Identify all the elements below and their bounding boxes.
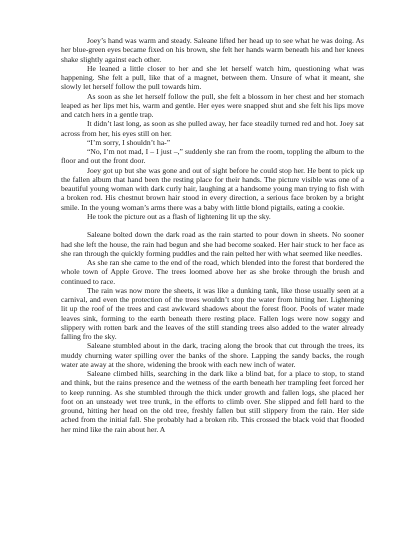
paragraph: “No, I’m not mad, I – I just –,” suddenly she ran from the room, toppling the album to the floor and out the front door. <box>61 147 364 166</box>
paragraph: “I’m sorry, I shouldn’t ha-” <box>87 137 171 147</box>
section-one <box>61 36 364 221</box>
paragraph: Joey got up but she was gone and out of sight before he could stop her. He bent to pick up the fallen album that hand been the resting place for their hands. The picture visible was one of a beautiful young woman with dark curly hair, laughing at a handsome young man trying to fish with a broken rod. His chestnut brown hair stood in every direction, a serious face broken by a bright smile. In the young woman’s arms there was a baby with little blond pigtails, eating a cookie. <box>61 165 364 212</box>
paragraph: Saleane stumbled about in the dark, tracing along the brook that cut through the trees, its muddy churning water spilling over the banks of the shore. Lapping the sandy backs, the rough water ate away at the shore, widening the brook with each new inch of water. <box>61 341 364 369</box>
section-break <box>61 221 364 230</box>
paragraph: He leaned a little closer to her and she let herself watch him, questioning what was happening. She felt a pull, like that of a magnet, between them. Unsure of what it meant, she slowly let herself follow the pull towards him. <box>61 63 364 92</box>
paragraph: He took the picture out as a flash of lightening lit up the sky. <box>87 211 271 221</box>
paragraph: The rain was now more the sheets, it was like a dunking tank, like those usually seen at a carnival, and even the protection of the trees wouldn’t stop the water from hitting her. Lightening lit up the roof of the trees and cast awkward shadows about the forest floor. Pools of water made leaves sink, forming to the earth beneath there resting place. Fallen logs were now soggy and slippery with rotten bark and the leaves of the still standing trees also added to the water already falling fro the sky. <box>61 285 364 341</box>
paragraph: Saleane climbed hills, searching in the dark like a blind bat, for a place to stop, to stand and think, but the rains presence and the wetness of the earth beneath her trampling feet forced her to keep running. As she stumbled through the thick under growth and fallen logs, she placed her foot on an unsteady wet tree trunk, in the efforts to climb over. She slipped and fell hard to the ground, hitting her head on the old tree, freshly fallen but still slippery from the rain. Her side ached from the initial fall. She probably had a broken rib. This crossed the black void that flooded her mind like the rain about her. A <box>61 369 364 434</box>
section-two <box>61 230 364 434</box>
paragraph: Joey’s hand was warm and steady. Saleane lifted her head up to see what he was doing. As her blue-green eyes became fixed on his brown, she felt her hands warm beneath his and her knees shake slightly against each other. <box>61 36 364 64</box>
paragraph: As soon as she let herself follow the pull, she felt a blossom in her chest and her stomach leaped as her lips met his, warm and gentle. Her eyes were snapped shut and she felt his lips move and catch hers in a gentle trap. <box>61 91 364 119</box>
paragraph: As she ran she came to the end of the road, which blended into the forest that bordered the whole town of Apple Grove. The trees loomed above her as she broke through the brush and continued to race. <box>61 258 364 286</box>
paragraph: It didn’t last long, as soon as she pulled away, her face steadily turned red and hot. Joey sat across from her, his eyes still on her. <box>61 119 364 138</box>
paragraph: Saleane bolted down the dark road as the rain started to pour down in sheets. No sooner had she left the house, the rain had begun and she had become soaked. Her hair stuck to her face as she ran through the quickly forming puddles and the rain pelted her with what seemed like needles. <box>61 230 364 258</box>
